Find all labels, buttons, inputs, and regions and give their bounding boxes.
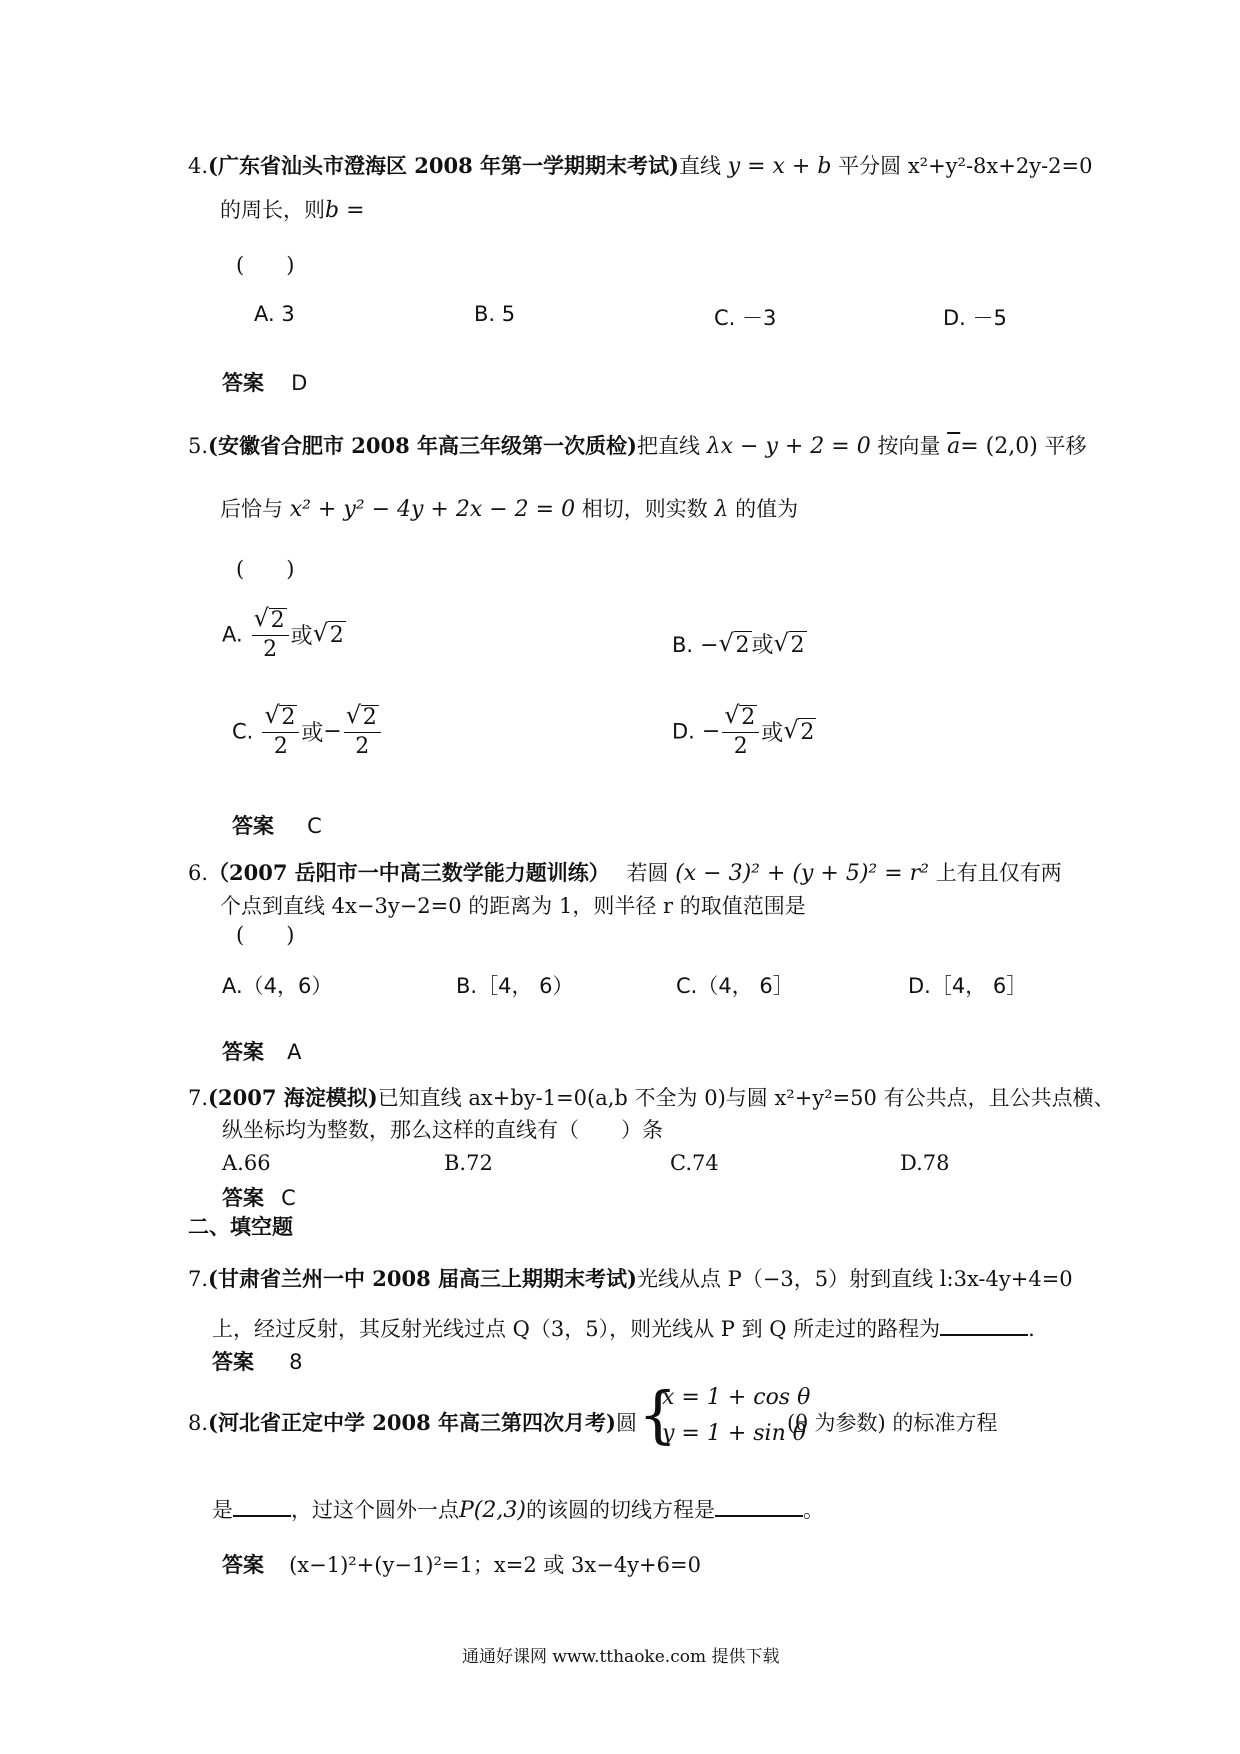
q5-option-b	[672, 628, 807, 659]
q5-d-rad2: 2	[800, 720, 815, 745]
q5-paren: ( )	[236, 557, 295, 581]
q8-answer-value: (x−1)²+(y−1)²=1；x=2 或 3x−4y+6=0	[289, 1553, 701, 1577]
q5-option-b-label: B.	[672, 633, 694, 657]
q5-option-d-label: D.	[672, 719, 695, 744]
q4-option-c: C. －3	[714, 306, 777, 330]
q5-text2: 按向量	[877, 434, 941, 458]
q7a-text1: 已知直线 ax+by-1=0(a,b 不全为 0)与圆 x²+y²=50 有公共点，且公共点横、	[377, 1086, 1115, 1110]
q7b-end: .	[1028, 1317, 1035, 1341]
q5-line1	[188, 433, 1087, 460]
q5-vector-eq: = (2,0)	[960, 434, 1038, 459]
q6-answer-value: A	[287, 1040, 302, 1064]
q7b-text2: 上，经过反射，其反射光线过点 Q（3，5），则光线从 P 到 Q 所走过的路程为	[212, 1317, 941, 1341]
q5-a-or: 或	[290, 624, 313, 649]
q4-answer-value: D	[291, 371, 308, 395]
q6-option-a: A.（4，6）	[222, 974, 333, 998]
q5-circle-eq: x² + y² − 4y + 2x − 2 = 0	[289, 497, 576, 522]
q5-option-d-frac: √ 2 2	[722, 705, 759, 758]
q5-b-or: 或	[751, 633, 774, 658]
q5-d-or: 或	[761, 721, 784, 746]
q7a-source: (2007 海淀模拟)	[208, 1085, 378, 1110]
q4-number: 4.	[188, 154, 209, 178]
q8-line2	[212, 1495, 824, 1524]
q5-a-rad2: 2	[329, 623, 344, 648]
q7b-answer	[212, 1346, 302, 1376]
q8-brace-glyph: {	[638, 1378, 678, 1451]
q5-number: 5.	[188, 434, 209, 458]
q4-text3: 的周长，则	[220, 198, 325, 222]
q8-point: P(2,3)	[459, 1498, 526, 1523]
q7a-answer-value: C	[281, 1186, 296, 1210]
q8-number: 8.	[188, 1411, 209, 1435]
q5-text3: 平移	[1044, 434, 1087, 458]
q4-answer	[222, 367, 307, 397]
q5-option-a-label: A.	[222, 622, 243, 647]
q5-option-c	[232, 701, 383, 759]
q5-lambda: λ	[714, 497, 729, 522]
q5-c-neg: −	[323, 719, 342, 744]
q7b-answer-value: 8	[289, 1350, 303, 1374]
q7a-answer-label: 答案	[222, 1186, 264, 1210]
q7a-answer	[222, 1182, 296, 1212]
q5-c-den2: 2	[355, 734, 370, 759]
q5-answer-value: C	[307, 814, 322, 838]
q6-answer-label: 答案	[222, 1040, 264, 1064]
q8-sys-line1: x = 1 + cos θ	[662, 1385, 811, 1410]
q8-text2: (θ 为参数) 的标准方程	[787, 1411, 998, 1435]
q5-option-d	[672, 701, 816, 759]
q7b-blank[interactable]	[940, 1314, 1028, 1336]
q5-b-rad2: 2	[790, 633, 805, 658]
q5-option-a-frac: √ 2 2	[252, 608, 289, 661]
q8-answer	[222, 1549, 701, 1579]
q5-d-neg: −	[701, 719, 721, 744]
q7a-option-a: A.66	[222, 1151, 271, 1175]
q7b-answer-label: 答案	[212, 1350, 254, 1374]
q5-text6: 的值为	[735, 497, 799, 521]
q6-source: （2007 岳阳市一中高三数学能力题训练）	[208, 860, 610, 885]
q5-c-den1: 2	[273, 734, 288, 759]
q8-text-shi: 是	[212, 1498, 233, 1522]
q6-paren: ( )	[236, 923, 295, 947]
q4-option-b: B. 5	[474, 302, 516, 326]
q5-d-den: 2	[733, 734, 748, 759]
q4-option-d: D. －5	[943, 306, 1007, 330]
q7a-number: 7.	[188, 1086, 209, 1110]
q4-text1: 直线	[679, 154, 721, 178]
q5-option-c-frac2: √ 2 2	[344, 705, 381, 758]
q5-b-rad1: 2	[735, 633, 750, 658]
q6-text1: 若圆	[626, 861, 669, 885]
q6-line1	[188, 860, 1062, 887]
q4-text2: 平分圆 x²+y²-8x+2y-2=0	[838, 154, 1093, 178]
q7a-option-c: C.74	[670, 1151, 719, 1175]
q5-b-sqrt2: √ 2	[773, 629, 805, 658]
q6-number: 6.	[188, 861, 209, 885]
q8-text-point-intro: ，过这个圆外一点	[291, 1498, 459, 1522]
q5-b-sqrt1: √ 2	[718, 629, 750, 658]
page-footer: 通通好课网 www.tthaoke.com 提供下载	[462, 1647, 780, 1667]
q5-source: (安徽省合肥市 2008 年高三年级第一次质检)	[208, 433, 637, 458]
q7b-number: 7.	[188, 1267, 209, 1291]
q5-b-neg: −	[700, 633, 719, 658]
q4-line1	[188, 153, 1093, 180]
q4-option-a: A. 3	[254, 302, 295, 326]
q8-answer-label: 答案	[222, 1553, 264, 1577]
q8-source: (河北省正定中学 2008 年高三第四次月考)	[208, 1410, 616, 1435]
q5-a-sqrt2: √ 2	[312, 619, 344, 648]
q5-option-a	[222, 604, 346, 662]
q5-option-c-frac1: √ 2 2	[262, 705, 299, 758]
q6-answer	[222, 1036, 301, 1066]
q5-line2	[220, 496, 798, 523]
q8-line1	[188, 1410, 637, 1436]
q7b-line1	[188, 1266, 1073, 1292]
q6-line2: 个点到直线 4x−3y−2=0 的距离为 1，则半径 r 的取值范围是	[220, 894, 806, 918]
q4-b-eq: b =	[325, 198, 365, 223]
q5-d-sqrt2: √ 2	[783, 716, 815, 745]
q8-blank2[interactable]	[715, 1495, 803, 1517]
q8-text-tangent: 的该圆的切线方程是	[525, 1498, 715, 1522]
q6-option-d: D.［4， 6］	[908, 974, 1028, 998]
section-title: 二、填空题	[188, 1215, 293, 1239]
q5-answer	[232, 810, 322, 840]
q6-text2: 上有且仅有两	[935, 861, 1062, 885]
q4-paren: ( )	[236, 253, 295, 277]
q5-a-rad1: 2	[270, 608, 285, 633]
q5-line-eq: λx − y + 2 = 0	[706, 434, 871, 459]
q4-source: (广东省汕头市澄海区 2008 年第一学期期末考试)	[208, 153, 679, 178]
q5-c-rad1: 2	[281, 705, 296, 730]
q6-option-c: C.（4， 6］	[676, 974, 794, 998]
q5-text4: 后恰与	[220, 497, 283, 521]
q5-c-or: 或	[301, 721, 324, 746]
q6-option-b: B.［4， 6）	[456, 974, 574, 998]
q5-text5: 相切，则实数	[581, 497, 708, 521]
q5-text1: 把直线	[637, 434, 700, 458]
q8-text-end: 。	[802, 1498, 824, 1522]
q7a-line2: 纵坐标均为整数，那么这样的直线有（ ）条	[222, 1118, 663, 1142]
q5-d-rad1: 2	[741, 705, 756, 730]
q7b-line2	[212, 1314, 1035, 1342]
q8-blank1[interactable]	[233, 1495, 291, 1517]
q5-vector: $\overline{a}$	[947, 434, 961, 459]
q7a-line1	[188, 1085, 1115, 1111]
q8-text1: 圆	[616, 1411, 637, 1435]
q5-c-rad2: 2	[362, 705, 377, 730]
q5-a-den: 2	[263, 637, 278, 662]
q7b-source: (甘肃省兰州一中 2008 届高三上期期末考试)	[208, 1266, 637, 1291]
q5-option-c-label: C.	[232, 719, 254, 744]
q4-equation: y = x + b	[727, 154, 832, 179]
q7a-option-b: B.72	[444, 1151, 493, 1175]
q4-line2	[220, 197, 365, 224]
q4-answer-label: 答案	[222, 371, 264, 395]
q7b-text1: 光线从点 P（−3，5）射到直线 l:3x-4y+4=0	[637, 1267, 1073, 1291]
q7a-option-d: D.78	[900, 1151, 950, 1175]
q8-sys-line2: y = 1 + sin θ	[662, 1421, 806, 1446]
q5-answer-label: 答案	[232, 814, 274, 838]
q6-circle-eq: (x − 3)² + (y + 5)² = r²	[675, 861, 930, 886]
